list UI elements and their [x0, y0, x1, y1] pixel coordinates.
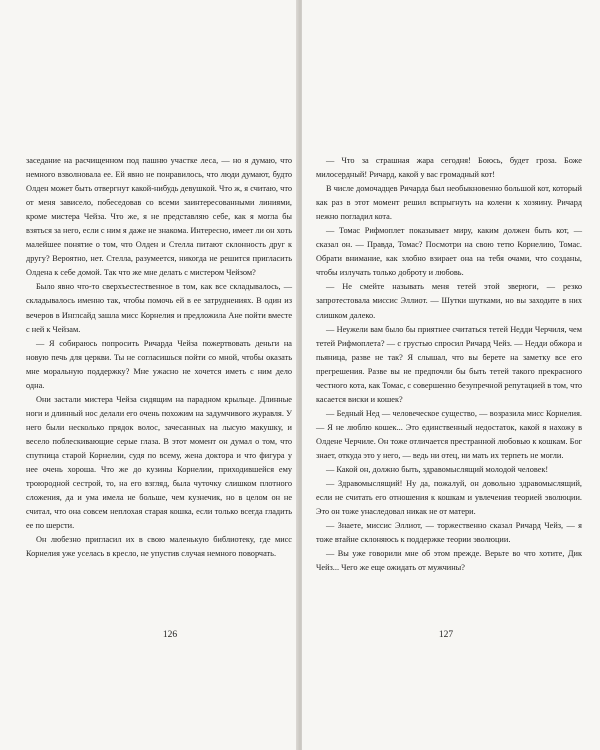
paragraph: заседание на расчищенном под пашню участке леса, — но я думаю, что немного взволновала ее. Ей явно не понравилось, что люди думают, будто Олден может быть отвергнут какой-нибудь девушкой. Что ж, я считаю, что от меня зависело, побеседовав со всеми заинтересованными линиями, кроме мистера Чейза. Что же, я не представляю себе, как я могла бы взяться за него, если с ним я даже не знакома. Интересно, имеет ли он хоть малейшее понятие о том, что Олден и Стелла питают склонность друг к другу? Вероятно, нет. Стелла, разумеется, никогда не решится пригласить Олдена к себе домой. Так что же мне делать с мистером Чейзом?	[26, 156, 292, 278]
paragraph: — Знаете, миссис Эллиот, — торжественно сказал Ричард Чейз, — я тоже втайне склоняюсь к поддержке теории эволюции.	[316, 521, 582, 545]
paragraph: — Бедный Нед — человеческое существо, — возразила мисс Корнелия. — Я не люблю кошек... Это единственный недостаток, какой я нахожу в Олдене Черчиле. Он тоже отличается престранной любовью к кошкам. Бог знает, откуда это у него, — ведь ни отец, ни мать их терпеть не могли.	[316, 408, 582, 460]
paragraph: — Томас Рифмоплет показывает миру, каким должен быть кот, — сказал он. — Правда, Томас? Посмотри на свою тетю Корнелию, Томас. Обрати внимание, как злобно взирает она на тебя очами, что созданы, чтобы излучать только доброту и любовь.	[316, 226, 582, 278]
paragraph: — Я собираюсь попросить Ричарда Чейза пожертвовать деньги на новую печь для церкви. Ты не согласишься пойти со мной, чтобы оказать мне моральную поддержку? Мне ужасно не хочется иметь с ним дело одна.	[26, 338, 292, 390]
right-page	[302, 0, 600, 750]
paragraph: — Не смейте называть меня тетей этой зверюги, — резко запротестовала миссис Эллиот. — Шутки шутками, но вы заходите в них слишком далеко.	[316, 282, 582, 320]
right-page-text	[316, 154, 582, 575]
left-page	[0, 0, 298, 750]
paragraph: — Какой он, должно быть, здравомыслящий молодой человек!	[326, 465, 549, 475]
paragraph: — Вы уже говорили мне об этом прежде. Верьте во что хотите, Дик Чейз... Чего же еще ожидать от мужчины?	[316, 549, 582, 573]
paragraph: — Неужели вам было бы приятнее считаться тетей Недди Черчиля, чем тетей Рифмоплета? — с грустью спросил Ричард Чейз. — Недди обжора и пьяница, разве не так? Я слышал, что вы берете на заметку все его прегрешения. Разве вы не предпочли бы быть тетей такого прекрасного честного кота, как Томас, с совершенно безупречной репутацией в том, что касается виски и кошек?	[316, 324, 583, 404]
page-number: 126	[162, 630, 178, 640]
paragraph: Он любезно пригласил их в свою маленькую библиотеку, где мисс Корнелия уже уселась в кресло, не упустив случая немного поворчать.	[26, 535, 292, 559]
page-number: 127	[438, 630, 454, 640]
paragraph: — Здравомыслящий! Ну да, пожалуй, он довольно здравомыслящий, если не считать его отношения к кошкам и увлечения теорией эволюции. Это он тоже унаследовал никак не от матери.	[316, 479, 582, 517]
left-page-text	[26, 154, 292, 561]
paragraph: Было явно что-то сверхъестественное в том, как все складывалось, — складывалось именно так, чтобы помочь ей в ее затруднениях. В один из вечеров в Инглсайд зашла мисс Корнелия и предложила Ане пойти вместе с ней к Чейзам.	[26, 282, 292, 334]
paragraph: — Что за страшная жара сегодня! Боюсь, будет гроза. Боже милосердный! Ричард, какой у вас громадный кот!	[316, 156, 582, 180]
paragraph: Они застали мистера Чейза сидящим на парадном крыльце. Длинные ноги и длинный нос делали его очень похожим на задумчивого журавля. У него были несколько прядок волос, зачесанных на лысую макушку, и весело поблескивающие серые глаза. В этот момент он думал о том, что спутница старой Корнелии, судя по всему, жена доктора и что фигура у нее очень хороша. Что же до кузины Корнелии, приходившейся ему троюродной сестрой, то, на его взгляд, была чуточку слишком плотного сложения, да и ума имела не больше, чем кузнечик, но в целом он не считал, что она совсем неплохая старая кошка, если только всегда гладить ее по шерсти.	[26, 394, 292, 531]
paragraph: В числе домочадцев Ричарда был необыкновенно большой кот, который как раз в этот момент решил вспрыгнуть на колени к хозяину. Ричард нежно погладил кота.	[316, 184, 582, 222]
